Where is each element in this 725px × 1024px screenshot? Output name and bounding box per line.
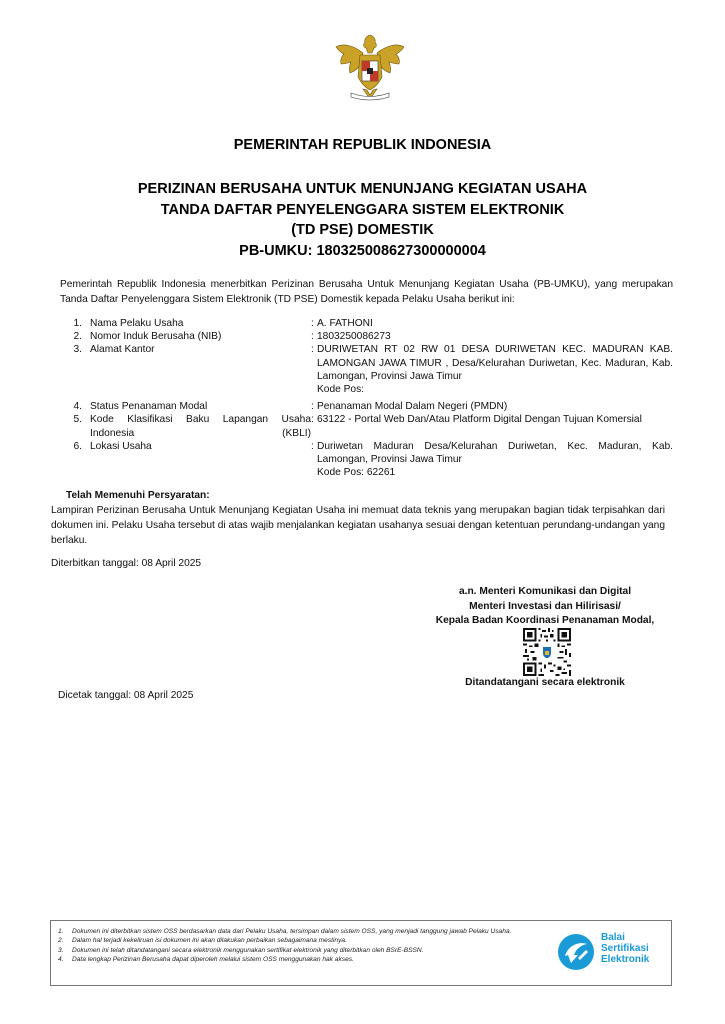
- footer-note: [58, 927, 558, 936]
- note-text: Dokumen ini diterbitkan sistem OSS berdasarkan data dari Pelaku Usaha, tersimpan dalam sistem OSS, yang menjadi tanggung jawab Pelaku Usaha.: [72, 928, 512, 935]
- value-line: 63122 - Portal Web Dan/Atau Platform Digital Dengan Tujuan Komersial: [317, 414, 642, 426]
- item-value: [317, 330, 673, 343]
- value-line: Kode Pos:: [317, 384, 365, 396]
- item-number: 2.: [73, 331, 82, 343]
- item-label: Kode Klasifikasi Baku Lapangan Usaha Indonesia (KBLI): [90, 414, 311, 439]
- title-line: (TD PSE) DOMESTIK: [291, 222, 434, 238]
- item-colon: :: [311, 331, 314, 343]
- value-line: Duriwetan Maduran Desa/Kelurahan Duriwetan, Kec. Maduran, Kab. Lamongan, Provinsi Jawa Timur: [317, 440, 673, 466]
- item-label: Nomor Induk Berusaha (NIB): [90, 331, 222, 343]
- item-number: 1.: [73, 318, 82, 329]
- note-text: Data lengkap Perizinan Berusaha dapat diperoleh melalui sistem OSS menggunakan hak akses.: [72, 956, 354, 964]
- business-details-list: [60, 317, 673, 479]
- signatory-line: Kepala Badan Koordinasi Penanaman Modal,: [435, 615, 655, 626]
- electronic-signature-note: Ditandatangani secara elektronik: [465, 677, 625, 688]
- note-number: 3.: [58, 946, 64, 954]
- item-colon: :: [311, 401, 314, 413]
- qr-code-icon: [523, 628, 571, 676]
- footer-note: [58, 946, 558, 955]
- value-line: A. FATHONI: [317, 318, 373, 329]
- note-text: Dokumen ini telah ditandatangani secara elektronik menggunakan sertifikat elektronik yang diterbitkan oleh BSrE-BSSN.: [72, 946, 424, 954]
- logo-line: Sertifikasi: [601, 943, 649, 954]
- signatory-block: [400, 585, 690, 629]
- intro-paragraph: Pemerintah Republik Indonesia menerbitkan Perizinan Berusaha Untuk Menunjang Kegiatan Usaha (PB-UMKU), yang merupakan Tanda Daftar Penyelenggara Sistem Elektronik (TD PSE) Domestik kepada Pelaku Usaha berikut ini:: [60, 279, 673, 305]
- item-label: Lokasi Usaha: [90, 440, 152, 452]
- item-number: 4.: [73, 401, 82, 413]
- item-value: [317, 440, 673, 480]
- item-value: [317, 413, 673, 439]
- bsre-logo-text: [601, 932, 649, 965]
- title-line: TANDA DAFTAR PENYELENGGARA SISTEM ELEKTRONIK: [160, 201, 565, 218]
- list-item: [60, 440, 673, 480]
- requirements-title: Telah Memenuhi Persyaratan:: [66, 490, 210, 501]
- printed-date: Dicetak tanggal: 08 April 2025: [58, 690, 194, 701]
- signatory-line: a.n. Menteri Komunikasi dan Digital: [458, 586, 632, 597]
- title-line: PERIZINAN BERUSAHA UNTUK MENUNJANG KEGIATAN USAHA: [137, 181, 588, 197]
- value-line: 1803250086273: [317, 331, 391, 343]
- garuda-emblem-icon: [333, 33, 407, 103]
- signatory-line: Menteri Investasi dan Hilirisasi/: [469, 600, 621, 612]
- value-line: Kode Pos: 62261: [317, 467, 396, 479]
- issued-date: Diterbitkan tanggal: 08 April 2025: [51, 558, 202, 569]
- logo-line: Elektronik: [601, 954, 650, 965]
- value-line: Penanaman Modal Dalam Negeri (PMDN): [317, 401, 508, 413]
- note-number: 1.: [58, 928, 64, 935]
- list-item: [60, 400, 673, 413]
- item-label: Status Penanaman Modal: [90, 401, 208, 413]
- note-text: Dalam hal terjadi kekeliruan isi dokumen ini akan dilakukan perbaikan sebagaimana mestinya.: [72, 937, 347, 945]
- logo-line: Balai: [601, 932, 625, 943]
- requirements-text: Lampiran Perizinan Berusaha Untuk Menunjang Kegiatan Usaha ini memuat data teknis yang merupakan bagian tidak terpisahkan dari dokumen ini. Pelaku Usaha tersebut di atas wajib menjalankan kegiatan usahanya sesuai dengan ketentuan perundang-undangan yang berlaku.: [51, 505, 665, 546]
- list-item: [60, 343, 673, 396]
- list-item: [60, 317, 673, 330]
- item-label: Nama Pelaku Usaha: [90, 318, 184, 329]
- pb-umku-number: PB-UMKU: 180325008627300000004: [239, 242, 486, 259]
- document-title: [0, 179, 725, 261]
- item-label: Alamat Kantor: [90, 344, 155, 356]
- list-item: [60, 330, 673, 343]
- note-number: 4.: [58, 956, 64, 964]
- bsre-logo-icon: [556, 932, 596, 972]
- item-colon: :: [311, 318, 314, 329]
- item-number: 5.: [73, 414, 82, 426]
- item-value: [317, 317, 673, 330]
- item-colon: :: [311, 344, 314, 356]
- item-value: [317, 400, 673, 413]
- list-item: [60, 413, 673, 439]
- footer-notes: [58, 927, 558, 965]
- item-value: [317, 343, 673, 396]
- footer-note: [58, 936, 558, 945]
- note-number: 2.: [58, 937, 64, 945]
- item-number: 6.: [73, 440, 82, 452]
- item-colon: :: [311, 440, 314, 452]
- item-colon: :: [311, 414, 314, 426]
- item-number: 3.: [73, 344, 82, 356]
- government-heading: PEMERINTAH REPUBLIK INDONESIA: [233, 137, 492, 153]
- value-line: DURIWETAN RT 02 RW 01 DESA DURIWETAN KEC. MADURAN KAB. LAMONGAN JAWA TIMUR , Desa/Kelurahan Duriwetan, Kec. Maduran, Kab. Lamongan, Provinsi Jawa Timur: [317, 344, 673, 382]
- footer-note: [58, 955, 558, 964]
